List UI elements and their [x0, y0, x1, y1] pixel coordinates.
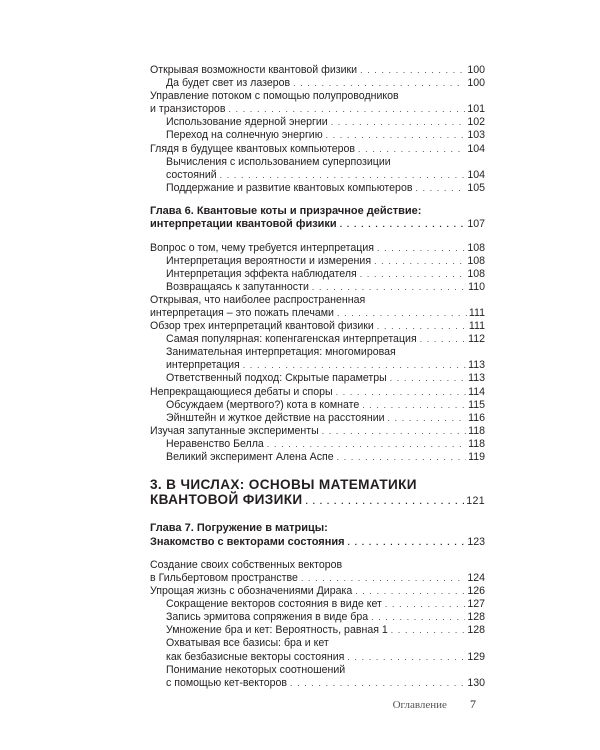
dot-leader [374, 255, 465, 268]
toc-part-entry[interactable] [150, 478, 485, 508]
toc-entry-title-line: Поддержание и развитие квантовых компьютеров [166, 181, 413, 194]
toc-page-number: 126 [467, 585, 485, 598]
toc-entry-title-line: Занимательная интерпретация: многомировая [166, 346, 396, 359]
toc-page-number: 118 [468, 437, 485, 450]
toc-entry-title-line: Охватывая все базисы: бра и кет [166, 637, 329, 650]
toc-subsection-entry[interactable] [150, 281, 485, 294]
dot-leader [312, 281, 466, 294]
toc-subsection-entry[interactable] [150, 451, 485, 464]
dot-leader [371, 611, 465, 624]
toc-section-entry[interactable] [150, 320, 485, 333]
toc-subsection-entry[interactable] [150, 664, 485, 690]
toc-entry-title-line: Вычисления с использованием суперпозиции [166, 155, 391, 168]
toc-entry-title-line: состояний [166, 168, 217, 181]
toc-subsection-entry[interactable] [150, 129, 485, 142]
toc-entry-title-line: и транзисторов [150, 103, 226, 116]
dot-leader [388, 412, 467, 425]
dot-leader [326, 129, 466, 142]
toc-entry-title-line: Переход на солнечную энергию [166, 129, 323, 142]
toc-section-entry[interactable] [150, 294, 485, 320]
toc-entry-title-line: Понимание некоторых соотношений [166, 663, 346, 676]
toc-page-number: 128 [467, 611, 485, 624]
toc-subsection-entry[interactable] [150, 611, 485, 624]
dot-leader [220, 169, 466, 182]
toc-entry-title-line: Сокращение векторов состояния в виде кет [166, 598, 382, 611]
toc-entry-title-line: Глядя в будущее квантовых компьютеров [150, 142, 355, 155]
toc-subsection-entry[interactable] [150, 598, 485, 611]
dot-leader [293, 77, 465, 90]
dot-leader [377, 320, 467, 333]
toc-entry-title-line: Глава 6. Квантовые коты и призрачное действие: [150, 204, 422, 217]
toc-page-number: 108 [467, 267, 485, 280]
toc-entry-title-line: Создание своих собственных векторов [150, 558, 343, 571]
toc-page-number: 115 [468, 398, 485, 411]
toc-page-number: 111 [468, 307, 485, 319]
toc-entry-title-line: Знакомство с векторами состояния [150, 535, 345, 548]
dot-leader [340, 218, 466, 231]
toc-entry-title-line: интерпретация – это пожать плечами [150, 307, 334, 319]
dot-leader [301, 572, 465, 585]
toc-page-number: 101 [467, 103, 485, 116]
toc-entry-title-line: Да будет свет из лазеров [166, 77, 291, 90]
dot-leader [347, 651, 465, 664]
dot-leader [306, 494, 465, 509]
dot-leader [290, 677, 465, 690]
toc-entry-title-line: Обсуждаем (мертвого?) кота в комнате [166, 398, 360, 411]
toc-entry-title-line: как безбазисные векторы состояния [166, 650, 345, 663]
toc-page-number: 127 [467, 598, 485, 611]
dot-leader [377, 242, 465, 255]
page-number: 7 [470, 697, 476, 711]
toc-entry-title-line: с помощью кет-векторов [166, 676, 288, 689]
toc-entry-title-line: Изучая запутанные эксперименты [150, 424, 319, 437]
toc-entry-title-line: Возвращаясь к запутанности [166, 280, 309, 293]
toc-subsection-entry[interactable] [150, 77, 485, 90]
toc-page-number: 123 [467, 535, 485, 548]
dot-leader [385, 598, 465, 611]
toc-page-number: 103 [467, 129, 485, 142]
toc-entry-title-line: Интерпретация вероятности и измерения [166, 254, 372, 267]
dot-leader [360, 64, 465, 77]
toc-subsection-entry[interactable] [150, 399, 485, 412]
toc-entry-title-line: Открывая возможности квантовой физики [150, 64, 358, 76]
toc-page-number: 104 [467, 168, 485, 181]
toc-section-entry[interactable] [150, 559, 485, 585]
toc-entry-title-line: Глава 7. Погружение в матрицы: [150, 522, 328, 535]
toc-page-number: 107 [467, 218, 485, 231]
dot-leader [420, 333, 466, 346]
toc-subsection-entry[interactable] [150, 438, 485, 451]
toc-subsection-entry[interactable] [150, 346, 485, 372]
toc-entry-title-line: Непрекращающиеся дебаты и споры [150, 385, 333, 398]
toc-entry-title-line: Использование ядерной энергии [166, 116, 328, 129]
toc-page-number: 108 [467, 241, 485, 254]
toc-chapter-entry[interactable] [150, 205, 485, 232]
toc-section-entry[interactable] [150, 143, 485, 156]
toc-section-entry[interactable] [150, 242, 485, 255]
toc-entry-title-line: Запись эрмитова сопряжения в виде бра [166, 611, 369, 624]
toc-entry-title-line: Ответственный подход: Скрытые параметры [166, 372, 387, 385]
dot-leader [322, 425, 466, 438]
toc-subsection-entry[interactable] [150, 372, 485, 385]
dot-leader [358, 143, 465, 156]
dot-leader [348, 536, 466, 549]
toc-entry-title-line: КВАНТОВОЙ ФИЗИКИ [150, 491, 303, 507]
dot-leader [337, 307, 467, 320]
toc-subsection-entry[interactable] [150, 412, 485, 425]
toc-subsection-entry[interactable] [150, 116, 485, 129]
dot-leader [362, 399, 466, 412]
toc-entry-title-line: Вопрос о том, чему требуется интерпретация [150, 241, 374, 254]
toc-page-number: 113 [468, 372, 485, 385]
dot-leader [243, 359, 466, 372]
toc-entry-title-line: интерпретация [166, 359, 240, 372]
toc-page-number: 118 [468, 424, 485, 437]
toc-section-entry[interactable] [150, 425, 485, 438]
toc-page-number: 116 [468, 411, 485, 424]
toc-page-number: 119 [468, 451, 485, 464]
toc-section-entry[interactable] [150, 64, 485, 77]
toc-page-number: 104 [467, 142, 485, 155]
running-footer-label: Оглавление [392, 699, 447, 711]
dot-leader [390, 372, 466, 385]
toc-page-number: 112 [468, 333, 485, 346]
dot-leader [415, 182, 465, 195]
toc-section-entry[interactable] [150, 90, 485, 116]
toc-subsection-entry[interactable] [150, 624, 485, 637]
dot-leader [355, 585, 465, 598]
dot-leader [391, 624, 466, 637]
toc-page-number: 124 [467, 572, 485, 584]
toc-chapter-entry[interactable] [150, 522, 485, 549]
toc-page-number: 111 [468, 320, 485, 333]
toc-entry-title-line: Упрощая жизнь с обозначениями Дирака [150, 585, 353, 598]
toc-entry-title-line: Обзор трех интерпретаций квантовой физики [150, 320, 374, 333]
toc-section-entry[interactable] [150, 386, 485, 399]
toc-page-number: 129 [467, 650, 485, 663]
toc-entry-title-line: 3. В ЧИСЛАХ: ОСНОВЫ МАТЕМАТИКИ [150, 477, 417, 493]
toc-entry-title-line: Самая популярная: копенгагенская интерпретация [166, 333, 417, 346]
dot-leader [336, 386, 466, 399]
toc-entry-title-line: Эйнштейн и жуткое действие на расстоянии [166, 411, 385, 424]
toc-entry-title-line: Неравенство Белла [166, 437, 264, 450]
toc-subsection-entry[interactable] [150, 268, 485, 281]
toc-page-number: 130 [467, 676, 485, 689]
page-footer [393, 697, 476, 712]
toc-entry-title-line: Управление потоком с помощью полупроводников [150, 90, 399, 103]
toc-entry-title-line: в Гильбертовом пространстве [150, 572, 298, 584]
dot-leader [267, 438, 466, 451]
toc-page-number: 121 [466, 494, 485, 507]
dot-leader [337, 451, 466, 464]
dot-leader [331, 116, 466, 129]
toc-subsection-entry[interactable] [150, 637, 485, 663]
toc-page-number: 113 [468, 359, 485, 372]
dot-leader [360, 268, 466, 281]
table-of-contents [150, 64, 485, 690]
toc-page-number: 114 [468, 385, 485, 398]
toc-entry-title-line: интерпретации квантовой физики [150, 218, 337, 231]
toc-section-entry[interactable] [150, 585, 485, 598]
toc-page-number: 105 [467, 181, 485, 194]
toc-entry-title-line: Открывая, что наиболее распространенная [150, 293, 366, 306]
toc-entry-title-line: Интерпретация эффекта наблюдателя [166, 267, 357, 280]
toc-entry-title-line: Великий эксперимент Алена Аспе [166, 451, 334, 464]
toc-page-number: 102 [467, 116, 485, 129]
toc-subsection-entry[interactable] [150, 333, 485, 346]
toc-page-number: 110 [468, 280, 485, 293]
toc-subsection-entry[interactable] [150, 156, 485, 182]
toc-page-number: 100 [467, 77, 485, 90]
toc-entry-title-line: Умножение бра и кет: Вероятность, равная 1 [166, 624, 388, 637]
toc-subsection-entry[interactable] [150, 182, 485, 195]
dot-leader [228, 103, 465, 116]
toc-page-number: 100 [467, 64, 485, 76]
toc-page-number: 108 [467, 254, 485, 267]
toc-page-number: 128 [467, 624, 485, 637]
toc-subsection-entry[interactable] [150, 255, 485, 268]
